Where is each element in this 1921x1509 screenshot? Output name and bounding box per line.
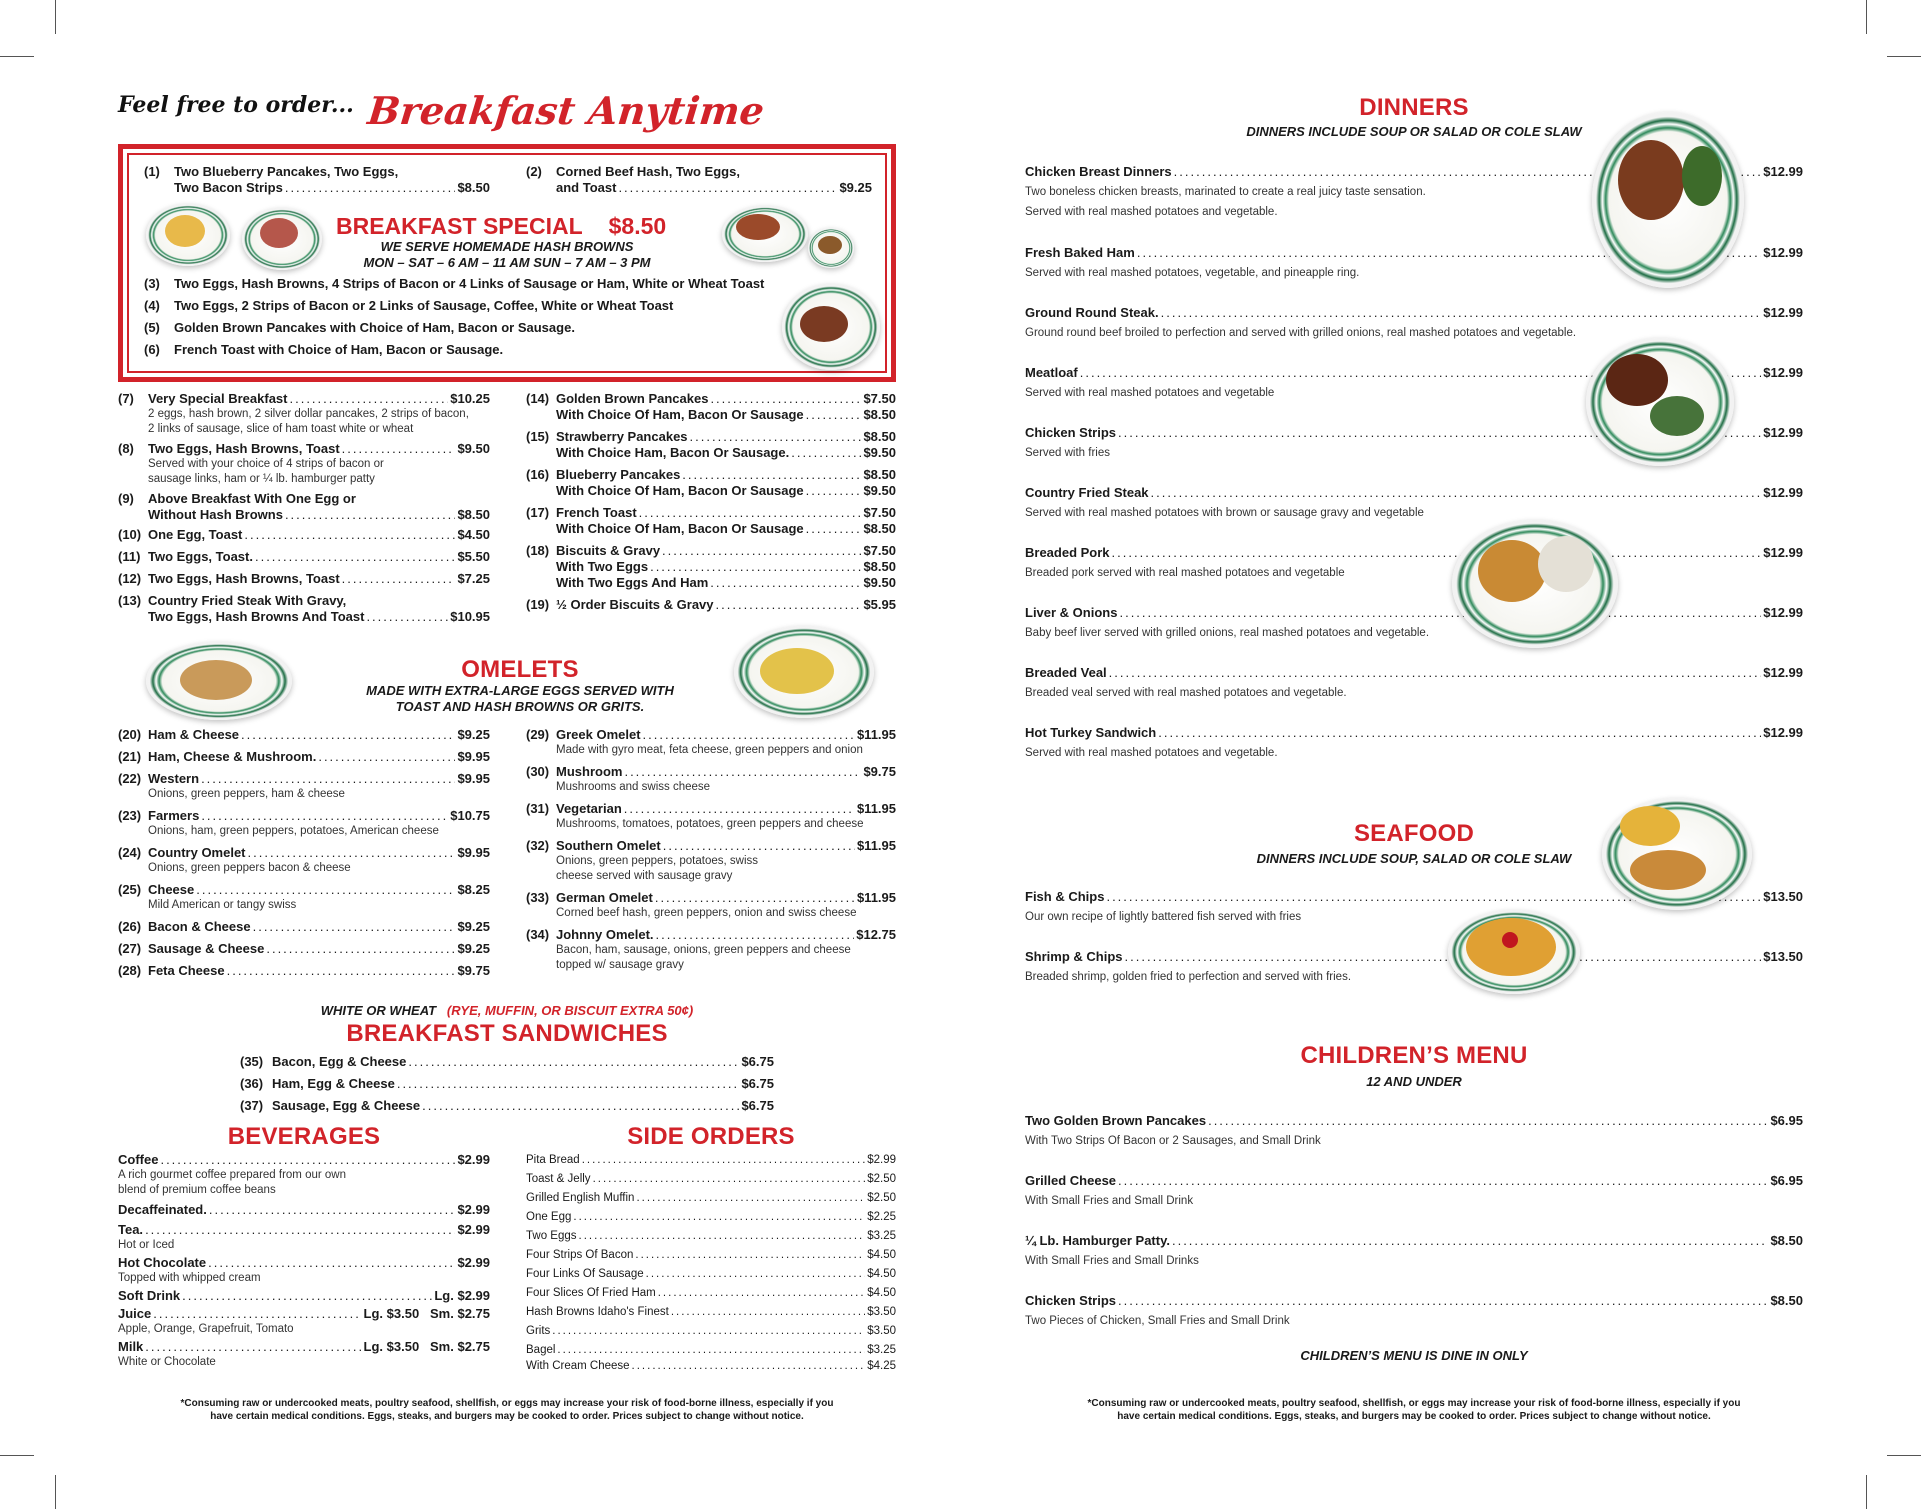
eggs-image [165, 215, 205, 247]
menu-item: (9) Above Breakfast With One Egg or Without Hash Browns ..... $8.50 [118, 491, 490, 523]
bacon-image [736, 214, 780, 240]
menu-item: (26) Bacon & Cheese ..... $9.25 [118, 919, 490, 935]
menu-item: Four Strips Of Bacon ..... $4.50 [526, 1247, 896, 1263]
menu-item: (16) Blueberry Pancakes ..... $8.50 With Choice Of Ham, Bacon Or Sausage ..... $9.50 [526, 467, 896, 499]
special-hours: MON – SAT – 6 AM – 11 AM SUN – 7 AM – 3 PM [363, 255, 651, 270]
menu-item: (35) Bacon, Egg & Cheese ..... $6.75 [240, 1054, 774, 1070]
omelets-list-left [118, 727, 490, 983]
menu-item: Tea. ..... $2.99 Hot or Iced [118, 1222, 490, 1253]
menu-item: (25) Cheese ..... $8.25 Mild American or tangy swiss [118, 882, 490, 913]
menu-item: Two Golden Brown Pancakes ..... $6.95 With Two Strips Of Bacon or 2 Sausages, and Small Drink [1025, 1113, 1803, 1149]
menu-item: Four Links Of Sausage ..... $4.50 [526, 1266, 896, 1282]
bread-note: WHITE OR WHEAT (RYE, MUFFIN, OR BISCUIT EXTRA 50¢) [320, 1003, 694, 1018]
green-beans-image [1650, 396, 1704, 436]
menu-item: Chicken Breast Dinners ..... $12.99 Two boneless chicken breasts, marinated to create a real juicy taste sensation. Served with real mashed potatoes and vegetable. [1025, 164, 1803, 220]
menu-item: Grilled Cheese ..... $6.95 With Small Fries and Small Drink [1025, 1173, 1803, 1209]
menu-item: (23) Farmers ..... $10.75 Onions, ham, green peppers, potatoes, American cheese [118, 808, 490, 839]
menu-item: (31) Vegetarian ..... $11.95 Mushrooms, tomatoes, potatoes, green peppers and cheese [526, 801, 896, 832]
omelet-image [760, 648, 834, 694]
crop-mark [1887, 1455, 1921, 1456]
header-breakfast-anytime: Breakfast Anytime [365, 88, 767, 133]
menu-item: Grits ..... $3.50 [526, 1323, 896, 1339]
header-tagline: Feel free to order... [118, 92, 354, 118]
menu-item: (7) Very Special Breakfast ..... $10.25 2 eggs, hash brown, 2 silver dollar pancakes, 2 strips of bacon, 2 links of sausage, slice of ham toast white or wheat [118, 391, 490, 437]
menu-item: (17) French Toast ..... $7.50 With Choice Of Ham, Bacon Or Sausage ..... $8.50 [526, 505, 896, 537]
menu-item: Decaffeinated. ..... $2.99 [118, 1202, 490, 1218]
menu-item: (28) Feta Cheese ..... $9.75 [118, 963, 490, 979]
menu-item: (12) Two Eggs, Hash Browns, Toast ..... $7.25 [118, 571, 490, 587]
menu-item: Chicken Strips ..... $12.99 Served with fries [1025, 425, 1803, 461]
menu-item: Toast & Jelly ..... $2.50 [526, 1171, 896, 1187]
omelets-title: OMELETS [461, 656, 579, 683]
corn-image [1478, 540, 1546, 602]
crop-mark [55, 0, 56, 34]
menu-item: (8) Two Eggs, Hash Browns, Toast ..... $9.50 Served with your choice of 4 strips of bacon or sausage links, ham or ¼ lb. hamburger patty [118, 441, 490, 487]
menu-item: Fresh Baked Ham ..... $12.99 Served with real mashed potatoes, vegetable, and pineapple ring. [1025, 245, 1803, 281]
breakfast-list-right [526, 391, 896, 617]
menu-item: Country Fried Steak ..... $12.99 Served with real mashed potatoes with brown or sausage gravy and vegetable [1025, 485, 1803, 521]
ham-image [260, 218, 298, 248]
crop-mark [1866, 1475, 1867, 1509]
menu-item: Meatloaf ..... $12.99 Served with real mashed potatoes and vegetable [1025, 365, 1803, 401]
menu-item: (34) Johnny Omelet. ..... $12.75 Bacon, ham, sausage, onions, green peppers and cheese topped w/ sausage gravy [526, 927, 896, 973]
menu-item: (18) Biscuits & Gravy ..... $7.50 With Two Eggs ..... $8.50 With Two Eggs And Ham ..... $9.50 [526, 543, 896, 591]
menu-item: Four Slices Of Fried Ham ..... $4.50 [526, 1285, 896, 1301]
ketchup-image [1502, 932, 1518, 948]
special-title: BREAKFAST SPECIAL $8.50 [336, 213, 667, 239]
menu-item: Ground Round Steak. ..... $12.99 Ground round beef broiled to perfection and served with grilled onions, real mashed potatoes and vegetable. [1025, 305, 1803, 341]
special-subtitle: WE SERVE HOMEMADE HASH BROWNS [380, 239, 634, 254]
menu-item: (11) Two Eggs, Toast. ..... $5.50 [118, 549, 490, 565]
fish-image [1630, 850, 1706, 890]
side-orders-list [526, 1152, 896, 1374]
menu-item: Soft Drink ..... Lg. $2.99 [118, 1288, 490, 1304]
menu-item: (32) Southern Omelet ..... $11.95 Onions, green peppers, potatoes, swiss cheese served with sausage gravy [526, 838, 896, 884]
menu-item: Milk ..... Lg. $3.50 Sm. $2.75 White or Chocolate [118, 1339, 490, 1370]
seafood-title: SEAFOOD [1353, 820, 1475, 847]
footnote: *Consuming raw or undercooked meats, poultry seafood, shellfish, or eggs may increase your risk of food-borne illness, especially if you have certain medical conditions. Eggs, steaks, and burgers may be cooked to order. Prices subject to change without notice. [1087, 1398, 1741, 1422]
crop-mark [0, 56, 34, 57]
menu-item: Hash Browns Idaho's Finest ..... $3.50 [526, 1304, 896, 1320]
green-beans-image [1682, 146, 1722, 206]
crop-mark [0, 1455, 34, 1456]
menu-item: With Cream Cheese ..... $4.25 [526, 1358, 896, 1374]
menu-item: (15) Strawberry Pancakes ..... $8.50 With Choice Ham, Bacon Or Sausage. ..... $9.50 [526, 429, 896, 461]
fries-image [1620, 806, 1680, 846]
menu-item: Bagel ..... $3.25 [526, 1342, 896, 1358]
menu-item: (21) Ham, Cheese & Mushroom. ..... $9.95 [118, 749, 490, 765]
dinners-title: DINNERS [1359, 94, 1469, 121]
chicken-gravy-image [1618, 140, 1684, 220]
dinners-subtitle: DINNERS INCLUDE SOUP OR SALAD OR COLE SLAW [1246, 124, 1582, 139]
seafood-subtitle: DINNERS INCLUDE SOUP, SALAD OR COLE SLAW [1256, 851, 1572, 866]
menu-item: (22) Western ..... $9.95 Onions, green peppers, ham & cheese [118, 771, 490, 802]
children-note: CHILDREN’S MENU IS DINE IN ONLY [1300, 1348, 1528, 1363]
children-title: CHILDREN’S MENU [1300, 1042, 1528, 1069]
menu-item: Breaded Veal ..... $12.99 Breaded veal served with real mashed potatoes and vegetable. [1025, 665, 1803, 701]
menu-item: (13) Country Fried Steak With Gravy, Two Eggs, Hash Browns And Toast ..... $10.95 [118, 593, 490, 625]
menu-item: Shrimp & Chips ..... $13.50 Breaded shrimp, golden fried to perfection and served with fries. [1025, 949, 1803, 985]
menu-item: Pita Bread ..... $2.99 [526, 1152, 896, 1168]
crop-mark [1866, 0, 1867, 34]
menu-item: (29) Greek Omelet ..... $11.95 Made with gyro meat, feta cheese, green peppers and onion [526, 727, 896, 758]
menu-item: Liver & Onions ..... $12.99 Baby beef liver served with grilled onions, real mashed potatoes and vegetable. [1025, 605, 1803, 641]
menu-item: (10) One Egg, Toast ..... $4.50 [118, 527, 490, 543]
special-items-list: (3) Two Eggs, Hash Browns, 4 Strips of Bacon or 4 Links of Sausage or Ham, White or Wheat Toast (4) Two Eggs, 2 Strips of Bacon or 2 Links of Sausage, Coffee, White or Wheat Toast (5) Golden Brown Pancakes with Choice of Ham, Bacon or Sausage. (6) French Toast with Choice of Ham, Bacon or Sausage. [144, 276, 765, 357]
menu-item: Breaded Pork ..... $12.99 Breaded pork served with real mashed potatoes and vegetable [1025, 545, 1803, 581]
menu-item: Juice ..... Lg. $3.50 Sm. $2.75 Apple, Orange, Grapefruit, Tomato [118, 1306, 490, 1337]
breakfast-list-left [118, 391, 490, 629]
menu-item: (27) Sausage & Cheese ..... $9.25 [118, 941, 490, 957]
omelets-subtitle: TOAST AND HASH BROWNS OR GRITS. [395, 699, 645, 714]
beverages-title: BEVERAGES [227, 1123, 381, 1150]
special-item-2: (2) Corned Beef Hash, Two Eggs, and Toast ..... $9.25 [526, 164, 872, 196]
menu-item: Fish & Chips ..... $13.50 Our own recipe of lightly battered fish served with fries [1025, 889, 1803, 925]
menu-item: (14) Golden Brown Pancakes ..... $7.50 With Choice Of Ham, Bacon Or Sausage ..... $8.50 [526, 391, 896, 423]
menu-item: Chicken Strips ..... $8.50 Two Pieces of Chicken, Small Fries and Small Drink [1025, 1293, 1803, 1329]
sandwiches-list [240, 1054, 774, 1118]
sausage-image [800, 306, 848, 342]
menu-item: Hot Turkey Sandwich ..... $12.99 Served with real mashed potatoes and vegetable. [1025, 725, 1803, 761]
menu-item: (24) Country Omelet ..... $9.95 Onions, green peppers bacon & cheese [118, 845, 490, 876]
crop-mark [55, 1475, 56, 1509]
menu-item: (19) ½ Order Biscuits & Gravy ..... $5.95 [526, 597, 896, 613]
crop-mark [1887, 56, 1921, 57]
side-orders-title: SIDE ORDERS [627, 1123, 795, 1150]
footnote: *Consuming raw or undercooked meats, poultry seafood, shellfish, or eggs may increase your risk of food-borne illness, especially if you have certain medical conditions. Eggs, steaks, and burgers may be cooked to order. Prices subject to change without notice. [180, 1398, 834, 1422]
menu-item: (37) Sausage, Egg & Cheese ..... $6.75 [240, 1098, 774, 1114]
special-item-1: (1) Two Blueberry Pancakes, Two Eggs, Two Bacon Strips ..... $8.50 [144, 164, 490, 196]
menu-item: Grilled English Muffin ..... $2.50 [526, 1190, 896, 1206]
beverages-list [118, 1152, 490, 1374]
menu-item: (36) Ham, Egg & Cheese ..... $6.75 [240, 1076, 774, 1092]
menu-item: Hot Chocolate ..... $2.99 Topped with whipped cream [118, 1255, 490, 1286]
menu-item: ¼ Lb. Hamburger Patty. ..... $8.50 With Small Fries and Small Drinks [1025, 1233, 1803, 1269]
omelets-subtitle: MADE WITH EXTRA-LARGE EGGS SERVED WITH [366, 683, 674, 698]
steak-image [180, 660, 252, 700]
menu-item: (33) German Omelet ..... $11.95 Corned beef hash, green peppers, onion and swiss cheese [526, 890, 896, 921]
menu-item: (20) Ham & Cheese ..... $9.25 [118, 727, 490, 743]
menu-item: One Egg ..... $2.25 [526, 1209, 896, 1225]
children-subtitle: 12 AND UNDER [1366, 1074, 1462, 1089]
sandwiches-title: BREAKFAST SANDWICHES [346, 1020, 668, 1047]
menu-item: Two Eggs ..... $3.25 [526, 1228, 896, 1244]
menu-item: (30) Mushroom ..... $9.75 Mushrooms and swiss cheese [526, 764, 896, 795]
omelets-list-right [526, 727, 896, 977]
toast-image [818, 236, 842, 254]
menu-item: Coffee ..... $2.99 A rich gourmet coffee prepared from our own blend of premium coffee beans [118, 1152, 490, 1198]
meatloaf-image [1606, 354, 1668, 406]
gravy-pork-image [1538, 536, 1594, 592]
